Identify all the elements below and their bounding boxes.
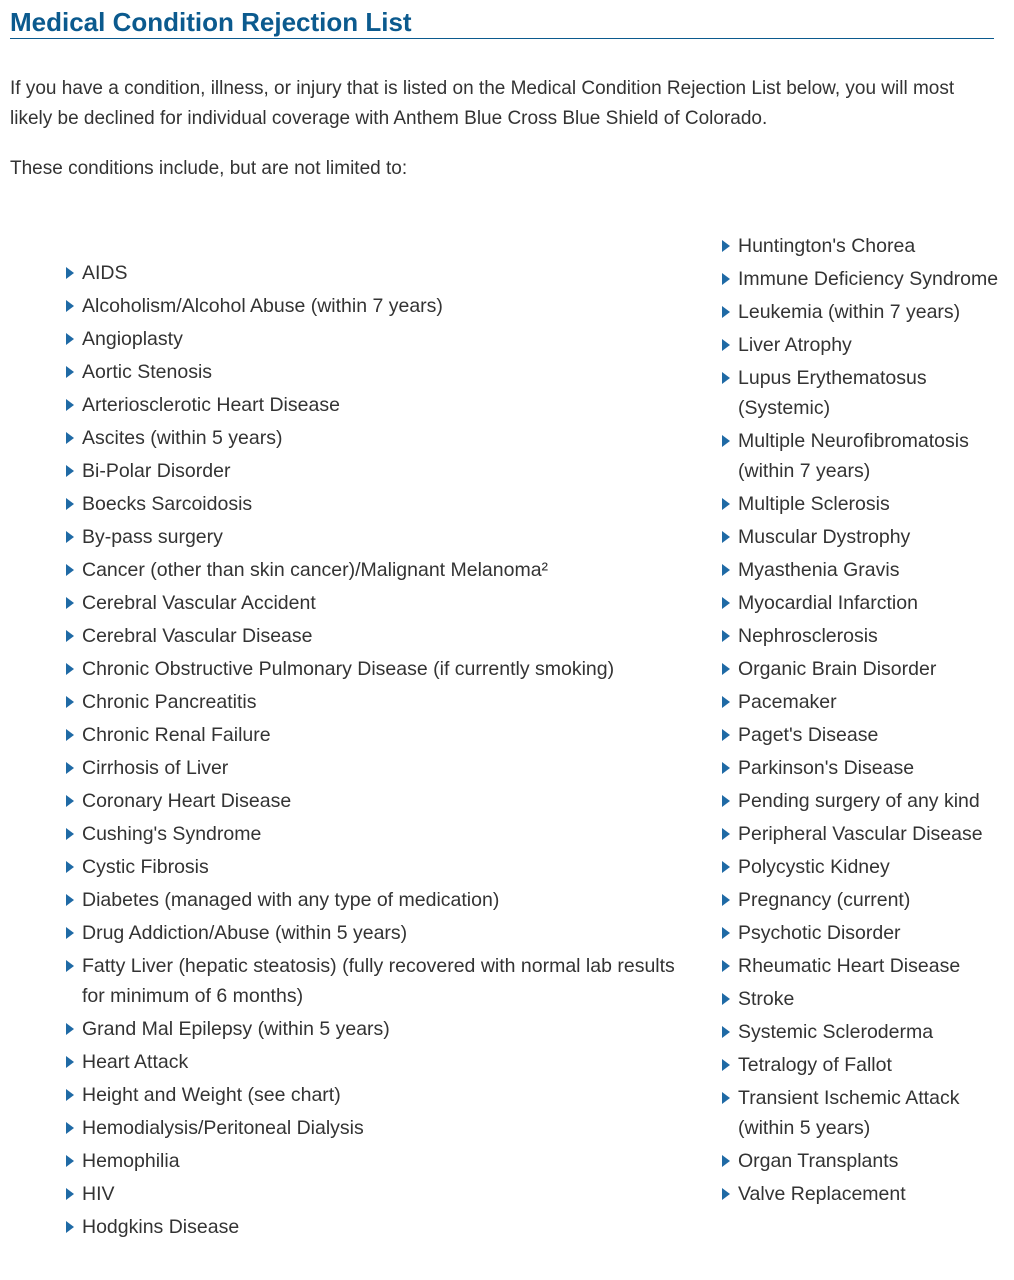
condition-label: Chronic Renal Failure: [82, 724, 271, 746]
list-item: [64, 522, 684, 552]
list-item: [64, 1113, 684, 1143]
list-item: [64, 819, 684, 849]
triangle-bullet-icon: [66, 564, 74, 576]
triangle-bullet-icon: [722, 696, 730, 708]
condition-label: Nephrosclerosis: [738, 625, 878, 647]
triangle-bullet-icon: [722, 1059, 730, 1071]
list-item: [720, 753, 1010, 783]
list-item: [64, 1146, 684, 1176]
list-item: [720, 297, 1010, 327]
condition-label: Paget's Disease: [738, 724, 879, 746]
triangle-bullet-icon: [66, 1221, 74, 1233]
triangle-bullet-icon: [722, 273, 730, 285]
condition-label: Alcoholism/Alcohol Abuse (within 7 years): [82, 295, 443, 317]
list-item: [64, 1179, 684, 1209]
condition-label: Boecks Sarcoidosis: [82, 493, 253, 515]
triangle-bullet-icon: [66, 795, 74, 807]
list-item: [64, 555, 684, 585]
triangle-bullet-icon: [722, 729, 730, 741]
list-item: [720, 264, 1010, 294]
condition-label: Grand Mal Epilepsy (within 5 years): [82, 1018, 390, 1040]
triangle-bullet-icon: [722, 828, 730, 840]
condition-label: By-pass surgery: [82, 526, 223, 548]
list-item: [720, 363, 1010, 423]
condition-label: Transient Ischemic Attack (within 5 years): [738, 1087, 960, 1139]
triangle-bullet-icon: [66, 333, 74, 345]
condition-label: Heart Attack: [82, 1051, 189, 1073]
triangle-bullet-icon: [722, 762, 730, 774]
list-item: [720, 1146, 1010, 1176]
list-item: [64, 885, 684, 915]
condition-label: AIDS: [82, 262, 128, 284]
condition-label: HIV: [82, 1183, 115, 1205]
list-item: [64, 951, 684, 1011]
condition-label: Leukemia (within 7 years): [738, 301, 961, 323]
condition-label: Cerebral Vascular Accident: [82, 592, 316, 614]
list-item: [64, 621, 684, 651]
intro-paragraph: If you have a condition, illness, or injury that is listed on the Medical Condition Rejection List below, you will most likely be declined for individual coverage with Anthem Blue Cross Blue Shield of Colorado.: [10, 78, 955, 129]
condition-label: Arteriosclerotic Heart Disease: [82, 394, 340, 416]
list-item: [64, 852, 684, 882]
triangle-bullet-icon: [722, 339, 730, 351]
triangle-bullet-icon: [66, 1122, 74, 1134]
list-item: [720, 555, 1010, 585]
list-item: [720, 522, 1010, 552]
list-item: [64, 1212, 684, 1242]
triangle-bullet-icon: [66, 1023, 74, 1035]
triangle-bullet-icon: [722, 372, 730, 384]
list-item: [720, 852, 1010, 882]
condition-list-right: [720, 231, 1010, 1212]
condition-label: Muscular Dystrophy: [738, 526, 911, 548]
condition-list-left: [64, 258, 684, 1245]
condition-label: Valve Replacement: [738, 1183, 906, 1205]
list-item: [720, 951, 1010, 981]
list-item: [720, 489, 1010, 519]
list-item: [720, 819, 1010, 849]
page-title: Medical Condition Rejection List: [10, 6, 994, 39]
condition-label: Ascites (within 5 years): [82, 427, 283, 449]
triangle-bullet-icon: [66, 465, 74, 477]
condition-label: Chronic Pancreatitis: [82, 691, 257, 713]
triangle-bullet-icon: [66, 861, 74, 873]
triangle-bullet-icon: [722, 663, 730, 675]
list-item: [64, 786, 684, 816]
list-item: [720, 330, 1010, 360]
triangle-bullet-icon: [722, 1155, 730, 1167]
list-item: [64, 1080, 684, 1110]
triangle-bullet-icon: [66, 696, 74, 708]
condition-label: Systemic Scleroderma: [738, 1021, 934, 1043]
triangle-bullet-icon: [722, 894, 730, 906]
triangle-bullet-icon: [722, 795, 730, 807]
triangle-bullet-icon: [66, 366, 74, 378]
triangle-bullet-icon: [66, 399, 74, 411]
triangle-bullet-icon: [66, 267, 74, 279]
list-item: [720, 654, 1010, 684]
condition-label: Myasthenia Gravis: [738, 559, 900, 581]
triangle-bullet-icon: [722, 306, 730, 318]
condition-label: Tetralogy of Fallot: [738, 1054, 892, 1076]
condition-label: Coronary Heart Disease: [82, 790, 292, 812]
list-item: [64, 324, 684, 354]
list-item: [720, 621, 1010, 651]
list-item: [64, 588, 684, 618]
list-item: [64, 489, 684, 519]
list-item: [720, 720, 1010, 750]
list-item: [64, 357, 684, 387]
triangle-bullet-icon: [722, 861, 730, 873]
list-item: [720, 687, 1010, 717]
condition-label: Stroke: [738, 988, 795, 1010]
condition-label: Huntington's Chorea: [738, 235, 916, 257]
list-item: [720, 885, 1010, 915]
triangle-bullet-icon: [66, 1155, 74, 1167]
list-item: [720, 1179, 1010, 1209]
list-item: [720, 231, 1010, 261]
triangle-bullet-icon: [66, 432, 74, 444]
list-item: [64, 654, 684, 684]
triangle-bullet-icon: [722, 435, 730, 447]
condition-label: Organ Transplants: [738, 1150, 899, 1172]
list-lead-text: These conditions include, but are not limited to:: [10, 158, 408, 179]
triangle-bullet-icon: [66, 663, 74, 675]
condition-label: Hemodialysis/Peritoneal Dialysis: [82, 1117, 364, 1139]
triangle-bullet-icon: [66, 927, 74, 939]
list-item: [720, 588, 1010, 618]
list-item: [720, 426, 1010, 486]
triangle-bullet-icon: [722, 927, 730, 939]
condition-label: Height and Weight (see chart): [82, 1084, 341, 1106]
condition-label: Diabetes (managed with any type of medication): [82, 889, 500, 911]
list-item: [64, 687, 684, 717]
condition-label: Pacemaker: [738, 691, 837, 713]
condition-label: Psychotic Disorder: [738, 922, 901, 944]
condition-label: Rheumatic Heart Disease: [738, 955, 961, 977]
condition-label: Cirrhosis of Liver: [82, 757, 229, 779]
triangle-bullet-icon: [722, 498, 730, 510]
triangle-bullet-icon: [722, 531, 730, 543]
triangle-bullet-icon: [66, 498, 74, 510]
condition-label: Hodgkins Disease: [82, 1216, 240, 1238]
list-item: [64, 1047, 684, 1077]
condition-label: Angioplasty: [82, 328, 183, 350]
triangle-bullet-icon: [66, 762, 74, 774]
triangle-bullet-icon: [66, 531, 74, 543]
triangle-bullet-icon: [722, 960, 730, 972]
list-item: [64, 918, 684, 948]
list-item: [64, 390, 684, 420]
condition-label: Multiple Neurofibromatosis (within 7 years): [738, 430, 969, 482]
condition-label: Immune Deficiency Syndrome: [738, 268, 999, 290]
triangle-bullet-icon: [66, 894, 74, 906]
triangle-bullet-icon: [66, 1056, 74, 1068]
triangle-bullet-icon: [722, 993, 730, 1005]
list-item: [64, 423, 684, 453]
triangle-bullet-icon: [722, 630, 730, 642]
list-item: [720, 786, 1010, 816]
triangle-bullet-icon: [722, 597, 730, 609]
list-item: [64, 258, 684, 288]
list-item: [720, 1083, 1010, 1143]
triangle-bullet-icon: [722, 1188, 730, 1200]
triangle-bullet-icon: [66, 630, 74, 642]
list-item: [64, 291, 684, 321]
condition-label: Multiple Sclerosis: [738, 493, 890, 515]
condition-label: Chronic Obstructive Pulmonary Disease (if currently smoking): [82, 658, 615, 680]
triangle-bullet-icon: [66, 960, 74, 972]
condition-label: Drug Addiction/Abuse (within 5 years): [82, 922, 408, 944]
triangle-bullet-icon: [722, 1026, 730, 1038]
triangle-bullet-icon: [722, 564, 730, 576]
condition-label: Bi-Polar Disorder: [82, 460, 231, 482]
triangle-bullet-icon: [722, 240, 730, 252]
list-item: [64, 456, 684, 486]
triangle-bullet-icon: [66, 828, 74, 840]
list-item: [64, 720, 684, 750]
condition-label: Myocardial Infarction: [738, 592, 918, 614]
condition-label: Hemophilia: [82, 1150, 180, 1172]
condition-label: Cushing's Syndrome: [82, 823, 262, 845]
condition-label: Liver Atrophy: [738, 334, 852, 356]
condition-label: Fatty Liver (hepatic steatosis) (fully recovered with normal lab results for minimum of 6 months): [82, 955, 675, 1007]
triangle-bullet-icon: [66, 1089, 74, 1101]
condition-label: Cancer (other than skin cancer)/Malignant Melanoma²: [82, 559, 549, 581]
list-item: [720, 1017, 1010, 1047]
condition-label: Lupus Erythematosus (Systemic): [738, 367, 927, 419]
condition-label: Organic Brain Disorder: [738, 658, 937, 680]
triangle-bullet-icon: [66, 729, 74, 741]
triangle-bullet-icon: [66, 597, 74, 609]
list-item: [64, 753, 684, 783]
triangle-bullet-icon: [722, 1092, 730, 1104]
condition-label: Polycystic Kidney: [738, 856, 890, 878]
condition-label: Parkinson's Disease: [738, 757, 915, 779]
triangle-bullet-icon: [66, 300, 74, 312]
list-item: [720, 1050, 1010, 1080]
list-item: [64, 1014, 684, 1044]
condition-label: Peripheral Vascular Disease: [738, 823, 983, 845]
triangle-bullet-icon: [66, 1188, 74, 1200]
condition-label: Cerebral Vascular Disease: [82, 625, 313, 647]
condition-label: Pending surgery of any kind: [738, 790, 980, 812]
condition-label: Aortic Stenosis: [82, 361, 213, 383]
condition-label: Pregnancy (current): [738, 889, 911, 911]
list-item: [720, 918, 1010, 948]
condition-label: Cystic Fibrosis: [82, 856, 209, 878]
list-item: [720, 984, 1010, 1014]
